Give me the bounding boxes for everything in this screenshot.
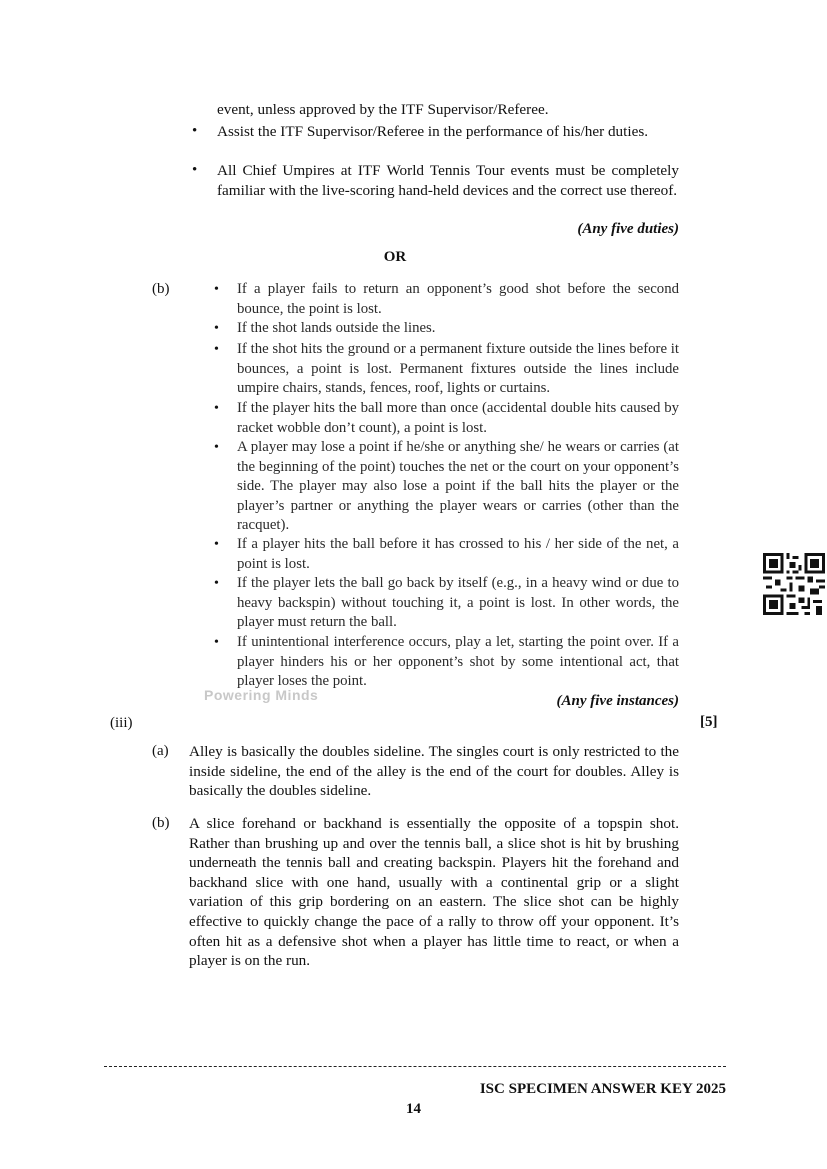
bullet-icon: • — [214, 282, 219, 297]
instances-note: (Any five instances) — [556, 693, 679, 709]
bullet-icon: • — [214, 321, 219, 336]
instance-bullet-4: If the player hits the ball more than once (accidental double hits caused by racket wobble don’t count), a point is lost. — [237, 400, 679, 436]
bullet-icon: • — [214, 635, 219, 650]
part-iii-a-label: (a) — [152, 743, 169, 759]
bullet-icon: • — [192, 123, 198, 139]
part-iii-a-text: Alley is basically the doubles sideline. The singles court is only restricted to the inside sideline, the end of the alley is the end of the court for doubles. Alley is basically the doubles sideline. — [189, 743, 679, 800]
bullet-icon: • — [214, 342, 219, 357]
footer-divider — [104, 1066, 726, 1067]
instance-bullet-5: A player may lose a point if he/she or anything she/ he wears or carries (at the beginning of the point) touches the net or the court on your opponent’s side. The player may also lose a point if the ball hits the player or the player’s partner or anything the player wears or carries (other than the racquet). — [237, 439, 679, 534]
instance-bullet-7: If the player lets the ball go back by itself (e.g., in a heavy wind or due to heavy backspin) without touching it, a point is lost. In other words, the player must return the ball. — [237, 575, 679, 631]
part-iii-b-label: (b) — [152, 815, 170, 831]
bullet-icon: • — [214, 401, 219, 416]
page-number: 14 — [406, 1101, 421, 1117]
duty-bullet-1: Assist the ITF Supervisor/Referee in the performance of his/her duties. — [217, 123, 649, 140]
instance-bullet-8: If unintentional interference occurs, play a let, starting the point over. If a player hinders his or her opponent’s shot by some intentional act, that player loses the point. — [237, 634, 679, 690]
part-iii-b-text: A slice forehand or backhand is essentially the opposite of a topspin shot. Rather than brushing up and over the tennis ball, a slice shot is hit by brushing underneath the tennis ball and creating backspin. Players hit the forehand and backhand slice with one hand, usually with a continental grip or a slight variation of this grip bordering on an eastern. The slice shot can be highly effective to quickly change the pace of a rally to throw off your opponent. It’s often hit as a defensive shot when a player has little time to react, or when a player is on the run. — [189, 815, 679, 970]
bullet-icon: • — [214, 537, 219, 552]
or-separator: OR — [383, 249, 407, 265]
instance-bullet-1: If a player fails to return an opponent’s good shot before the second bounce, the point is lost. — [237, 281, 679, 317]
duty-bullet-2: All Chief Umpires at ITF World Tennis Tour events must be completely familiar with the live-scoring hand-held devices and the correct use thereof. — [217, 162, 679, 199]
continued-text: event, unless approved by the ITF Supervisor/Referee. — [217, 101, 549, 118]
instance-bullet-2: If the shot lands outside the lines. — [237, 320, 436, 336]
footer-title: ISC SPECIMEN ANSWER KEY 2025 — [479, 1081, 726, 1097]
bullet-icon: • — [214, 440, 219, 455]
bullet-icon: • — [192, 162, 198, 178]
instance-bullet-3: If the shot hits the ground or a permanent fixture outside the lines before it bounces, a point is lost. Permanent fixtures outside the lines include umpire chairs, stands, fences, roof, lights or curtains. — [237, 341, 679, 397]
duties-note: (Any five duties) — [577, 221, 679, 237]
watermark: Powering Minds — [204, 687, 319, 703]
part-b-label: (b) — [152, 281, 170, 297]
part-iii-label: (iii) — [110, 715, 133, 731]
instance-bullet-6: If a player hits the ball before it has crossed to his / her side of the net, a point is lost. — [237, 536, 679, 572]
marks-badge: [5] — [700, 714, 718, 730]
bullet-icon: • — [214, 576, 219, 591]
qr-code-icon — [763, 553, 825, 615]
